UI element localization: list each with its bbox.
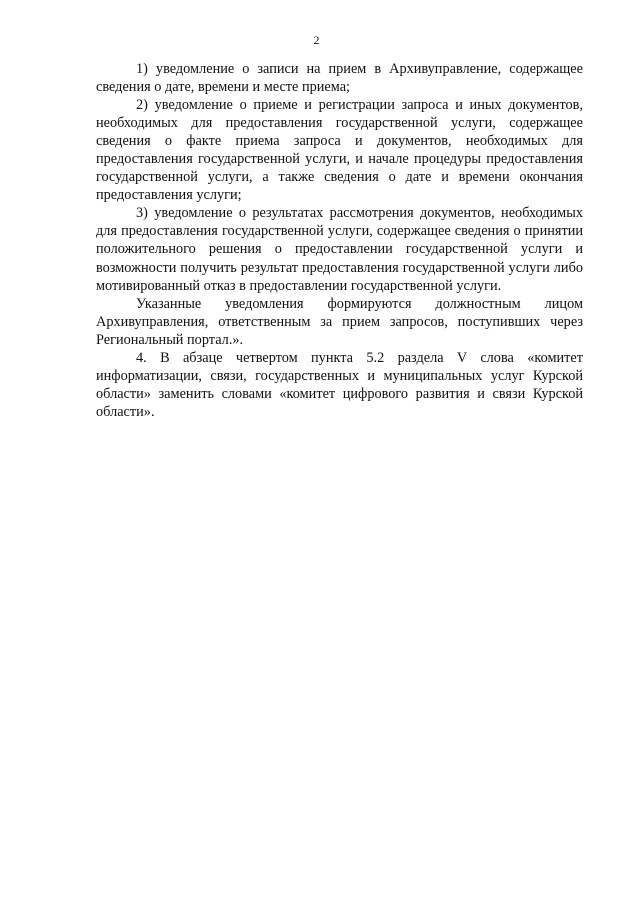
- paragraph-amendment-4: 4. В абзаце четвертом пункта 5.2 раздела V слова «комитет информатизации, связи, государственных и муниципальных услуг Курской области» заменить словами «комитет цифрового развития и связи Курской области».: [96, 349, 583, 420]
- document-body: [96, 60, 583, 421]
- page-number: 2: [313, 33, 320, 47]
- paragraph-notification-appointment: 1) уведомление о записи на прием в Архивуправление, содержащее сведения о дате, времени и месте приема;: [96, 61, 583, 96]
- paragraph-notifications-formed: Указанные уведомления формируются должностным лицом Архивуправления, ответственным за прием запросов, поступивших через Региональный портал.».: [96, 295, 583, 348]
- paragraph-notification-receipt: 2) уведомление о приеме и регистрации запроса и иных документов, необходимых для предоставления государственной услуги, содержащее сведения о факте приема запроса и документов, необходимых для предоставления государственной услуги, и начале процедуры предоставления государственной услуги, а также сведения о дате и времени окончания предоставления услуги;: [96, 97, 583, 204]
- paragraph-notification-results: 3) уведомление о результатах рассмотрения документов, необходимых для предоставления государственной услуги, содержащее сведения о принятии положительного решения о предоставлении государственной услуги и возможности получить результат предоставления государственной услуги либо мотивированный отказ в предоставлении государственной услуги.: [96, 205, 583, 294]
